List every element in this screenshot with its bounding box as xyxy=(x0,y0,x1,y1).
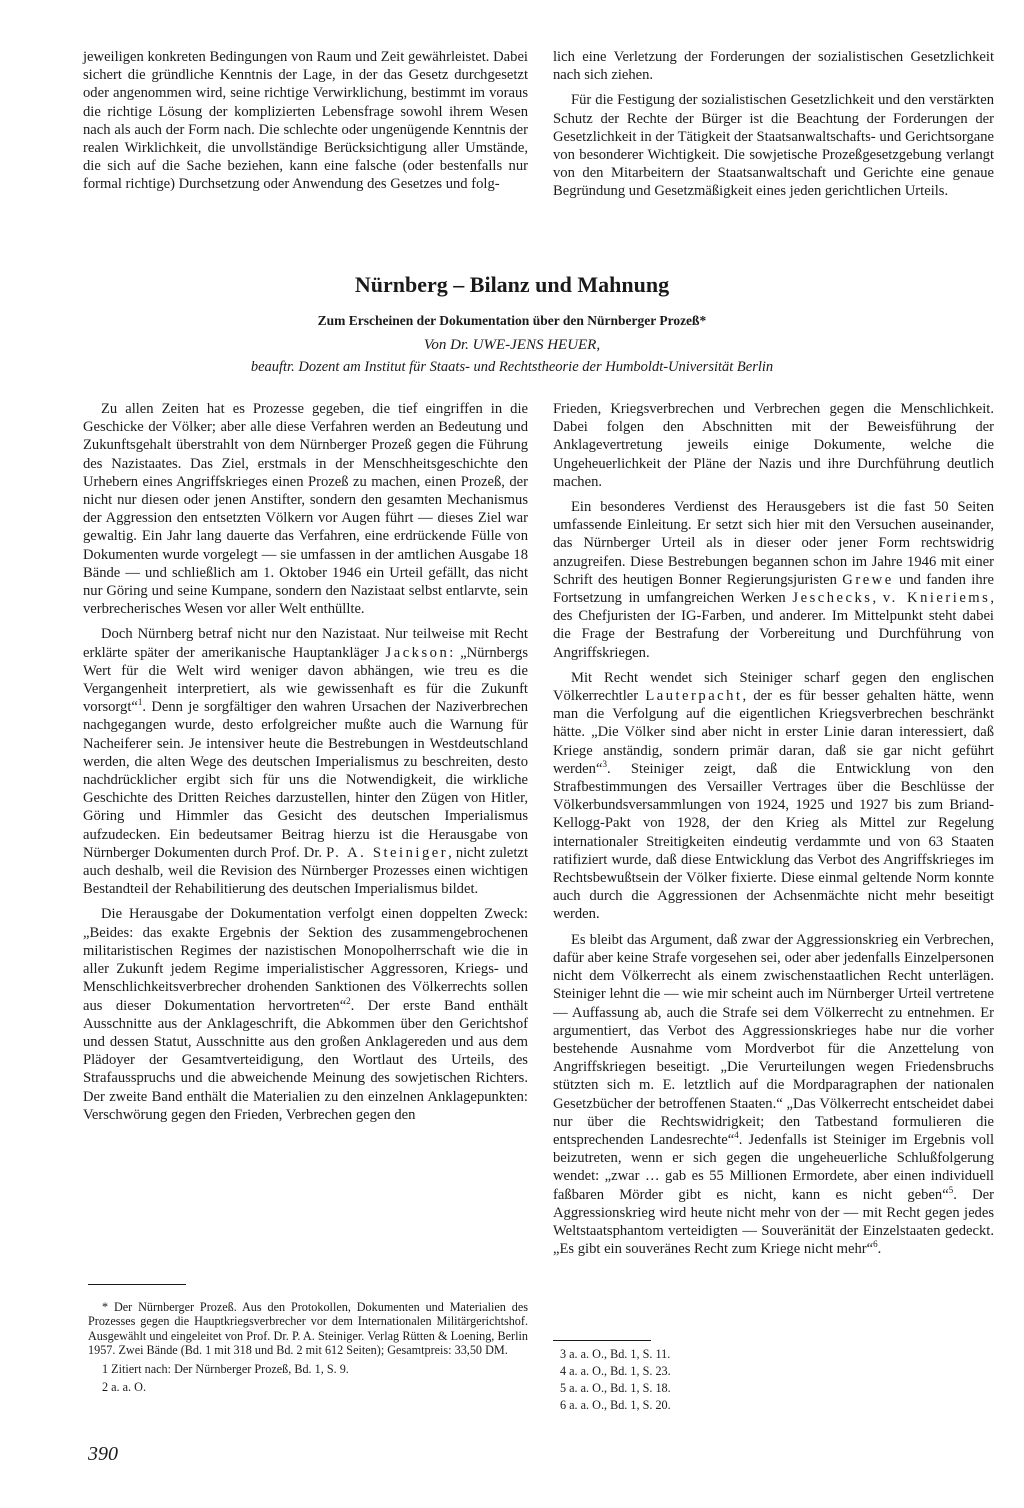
top-left-paragraph: jeweiligen konkreten Bedingungen von Raum und Zeit gewährleistet. Dabei sichert die gründliche Kenntnis der Lage, in der das Gesetz durchgesetzt oder angenommen wird, seine richtige Verwirklichung, bestimmt im voraus die richtige Lösung der komplizierten Lebensfrage sowohl ihrem Wesen nach als auch der Form nach. Die schlechte oder ungenügende Kenntnis der realen Wirklichkeit, die unvollständige Berücksichtigung aller Umstände, die sich auf die Sache beziehen, kann eine falsche (oder bestenfalls nur formal richtige) Durchsetzung oder Anwendung des Gesetzes und folg- xyxy=(83,49,528,193)
footnote-ref-3: 3 xyxy=(602,759,607,769)
left-paragraph-1: Zu allen Zeiten hat es Prozesse gegeben, die tief eingriffen in die Geschicke der Völker; aber alle diese Verfahren werden an Bedeutung und Zukunftsgehalt überstrahlt von dem Nürnberger Prozeß gegen die Führung des Nazistaates. Das Ziel, erstmals in der Menschheitsgeschichte den Urhebern eines Angriffskrieges einen Prozeß zu machen, einen Prozeß, der nicht nur diesen oder jenen Anstifter, sondern den gesamten Mechanismus der Aggression den entsetzten Völkern vor Augen führt — dieses Ziel war gewaltig. Ein Jahr lang dauerte das Verfahren, eine erdrückende Fülle von Dokumenten wurde vorgelegt — sie umfassen in der amtlichen Ausgabe 18 Bände — und schließlich am 1. Oktober 1946 ein Urteil gefällt, das nicht nur Göring und seine Kumpane, sondern den Nazistaat selbst entlarvte, sein verbrecherisches Wesen vor aller Welt enthüllte. xyxy=(83,401,528,618)
footnote-1: 1 Zitiert nach: Der Nürnberger Prozeß, Bd. 1, S. 9. xyxy=(102,1361,349,1376)
name-knieriems: v. Knieriems xyxy=(882,590,991,607)
left-paragraph-2: Doch Nürnberg betraf nicht nur den Nazistaat. Nur teilweise mit Recht erklärte später der amerikanische Hauptankläger Jackson: „Nürnbergs Wert für die Welt wird weniger davon abhängen, wie treu es die Vergangenheit interpretiert, als wie gewissenhaft es für die Zukunft vorsorgt“$^1$. Denn je sorgfältiger den wahren Ursachen der Naziverbrechen nachgegangen wurde, desto erfolgreicher mußte auch die Warnung für Nacheiferer sein. Je intensiver heute die Bestrebungen in Westdeutschland werden, die alten Wege des deutschen Imperialismus zu beschreiten, desto nachdrücklicher ergibt sich für uns die Notwendigkeit, die wirkliche Geschichte des Dritten Reiches darzustellen, hinter den Zügen von Hitler, Göring und Himmler das Gesicht des deutschen Imperialismus aufzudecken. Ein bedeutsamer Beitrag hierzu ist die Herausgabe von Nürnberger Dokumenten durch Prof. Dr. P. A. Steiniger, nicht zuletzt auch deshalb, weil die Revision des Nürnberger Prozesses einen wichtigen Bestandteil der Rehabilitierung des deutschen Imperialismus bildet. xyxy=(83,626,528,898)
footnotes-right xyxy=(560,1346,990,1414)
right-paragraph-2: Ein besonderes Verdienst des Herausgebers ist die fast 50 Seiten umfassende Einleitung. Er setzt sich hier mit den Versuchen auseinander, das Nürnberger Urteil als in dieser oder jener Form rechtswidrig anzugreifen. Diese Bestrebungen begannen schon im Jahre 1946 mit einer Schrift des heutigen Bonner Regierungsjuristen Grewe und fanden ihre Fortsetzung in umfangreichen Werken Jeschecks, v. Knieriems, des Chefjuristen der IG-Farben, und anderer. Im Mittelpunkt steht dabei die Frage der Bestrafung der Vorbereitung und Durchführung von Angriffskriegen. xyxy=(553,499,994,661)
top-right-paragraph-2: Für die Festigung der sozialistischen Gesetzlichkeit und den verstärkten Schutz der Rechte der Bürger ist die Beachtung der Forderungen der Gesetzlichkeit in der Tätigkeit der Staatsanwaltschafts- und Gerichtsorgane von besonderer Wichtigkeit. Die sowjetische Prozeßgesetzgebung verlangt von den Mitarbeitern der Staatsanwaltschaft und Gerichte eine genaue Begründung und Gesetzmäßigkeit eines jeden gerichtlichen Urteils. xyxy=(553,92,994,200)
footnote-rule-left xyxy=(88,1284,186,1285)
right-paragraph-3: Mit Recht wendet sich Steiniger scharf gegen den englischen Völkerrechtler Lauterpacht, der es für besser gehalten hätte, wenn man die Verfolgung auf die eigentlichen Kriegsverbrechen beschränkt hätte. „Die Völker sind aber nicht in erster Linie daran interessiert, daß Kriege anständig, sondern primär daran, daß sie gar nicht geführt werden“$^3$. Steiniger zeigt, daß die Entwicklung von den Strafbestimmungen des Versailler Vertrages über die Beschlüsse der Völkerbundsversammlungen von 1924, 1925 und 1927 bis zum Briand-Kellogg-Pakt von 1928, der den Krieg als Mittel zur Regelung internationaler Streitigkeiten eindeutig verdammte und von 63 Staaten ratifiziert wurde, daß diese Entwicklung das Verbot des Angriffskrieges im Rechtsbewußtsein der Völker fixierte. Diese einmal geltende Norm konnte auch durch die Aggressionen der Achsenmächte nicht mehr beseitigt werden. xyxy=(553,669,994,923)
name-steiniger: P. A. Steiniger xyxy=(326,844,449,861)
footnote-6: 6 a. a. O., Bd. 1, S. 20. xyxy=(560,1398,671,1412)
name-jeschecks: Jeschecks xyxy=(792,590,873,607)
page-number: 390 xyxy=(88,1443,118,1465)
name-jackson: Jackson xyxy=(385,644,450,661)
footnote-star: * Der Nürnberger Prozeß. Aus den Protokollen, Dokumenten und Materialien des Prozesses gegen die Hauptkriegsverbrecher vor dem Internationalen Militärgerichtshof. Ausgewählt und eingeleitet von Prof. Dr. P. A. Steiniger. Verlag Rütten & Loening, Berlin 1957. Zwei Bände (Bd. 1 mit 318 und Bd. 2 mit 612 Seiten); Gesamtpreis: 33,50 DM. xyxy=(88,1300,528,1358)
footnote-4: 4 a. a. O., Bd. 1, S. 23. xyxy=(560,1364,671,1378)
footnote-ref-2: 2 xyxy=(346,995,351,1006)
footnote-3: 3 a. a. O., Bd. 1, S. 11. xyxy=(560,1347,671,1361)
article-right-column xyxy=(553,400,994,1265)
name-lauterpacht: Lauterpacht xyxy=(645,688,743,705)
article-title: Nürnberg – Bilanz und Mahnung xyxy=(354,272,670,297)
left-paragraph-3: Die Herausgabe der Dokumentation verfolgt einen doppelten Zweck: „Beides: das exakte Ergebnis der Sektion des zusammengebrochenen militaristischen Regimes der nazistischen Monopolherrschaft wie die in aller Zukunft jedem Regime imperialistischer Aggressoren, Kriegs- und Menschlichkeitsverbrecher drohenden Sanktionen des Völkerrechts sollen aus dieser Dokumentation hervortreten“$^2$. Der erste Band enthält Ausschnitte aus der Anklageschrift, die Abkommen über den Gerichtshof und dessen Statut, Ausschnitte aus den großen Anklagereden und aus dem Plädoyer der Gesamtverteidigung, den Wortlaut des Urteils, des Strafausspruchs und die abweichende Meinung des sowjetischen Richters. Der zweite Band enthält die Materialien zu den einzelnen Anklagepunkten: Verschwörung gegen den Frieden, Verbrechen gegen den xyxy=(83,906,528,1123)
footnote-rule-right xyxy=(553,1340,651,1341)
article-subtitle: Zum Erscheinen der Dokumentation über den Nürnberger Prozeß* xyxy=(317,313,707,328)
footnote-ref-6: 6 xyxy=(873,1239,878,1250)
article-affiliation: beauftr. Dozent am Institut für Staats- und Rechtstheorie der Humboldt-Universität Berlin xyxy=(250,359,774,375)
article-author: Von Dr. UWE-JENS HEUER, xyxy=(423,337,601,353)
top-left-column xyxy=(83,48,528,201)
footnotes-left xyxy=(88,1300,528,1398)
footnote-ref-1: 1 xyxy=(137,697,143,708)
right-paragraph-4: Es bleibt das Argument, daß zwar der Aggressionskrieg ein Verbrechen, dafür aber keine Strafe vorgesehen sei, oder aber jedenfalls Einzelpersonen nicht dem Völkerrecht als einem zwischenstaatlichen Recht unterlägen. Steiniger lehnt die — wie mir scheint auch im Nürnberger Urteil vertretene — Auffassung ab, auch die Strafe sei dem Völkerrecht zu entnehmen. Er argumentiert, das Verbot des Aggressionskrieges habe nur die vorher bestehende Ausnahme vom Mordverbot für die Anzettelung von Angriffskriegen beseitigt. „Die Verurteilungen wegen Friedensbruchs stützten sich m. E. letztlich auf die Mordparagraphen der nationalen Gesetzbücher der betroffenen Staaten.“ „Das Völkerrecht entscheidet dabei nur über die Rechtswidrigkeit; den Tatbestand formulieren die entsprechenden Landesrechte“$^4$. Jedenfalls ist Steiniger im Ergebnis voll beizutreten, wenn er sich gegen die ungeheuerliche Schlußfolgerung wendet: „zwar … gab es 55 Millionen Ermordete, aber einen individuell faßbaren Mörder gibt es nicht, kann es nicht geben“$^5$. Der Aggressionskrieg wird heute nicht mehr von der — mit Recht gegen jedes Weltstaatsphantom verteidigten — Souveränität der Einzelstaaten gedeckt. „Es gibt ein souveränes Recht zum Kriege nicht mehr“$^6$. xyxy=(553,931,994,1258)
footnote-5: 5 a. a. O., Bd. 1, S. 18. xyxy=(560,1381,671,1395)
top-right-column xyxy=(553,48,994,208)
name-grewe: Grewe xyxy=(842,571,894,588)
article-left-column xyxy=(83,400,528,1131)
top-right-paragraph-1: lich eine Verletzung der Forderungen der sozialistischen Gesetzlichkeit nach sich ziehen. xyxy=(553,49,994,84)
footnote-2: 2 a. a. O. xyxy=(102,1380,146,1395)
footnote-ref-5: 5 xyxy=(948,1184,954,1195)
right-paragraph-1: Frieden, Kriegsverbrechen und Verbrechen gegen die Menschlichkeit. Dabei folgen den Abschnitten mit der Beweisführung der Anklagevertretung jeweils einige Dokumente, welche die Ungeheuerlichkeit der Pläne der Nazis und ihre Durchführung deutlich machen. xyxy=(553,401,994,490)
footnote-ref-4: 4 xyxy=(734,1130,739,1141)
